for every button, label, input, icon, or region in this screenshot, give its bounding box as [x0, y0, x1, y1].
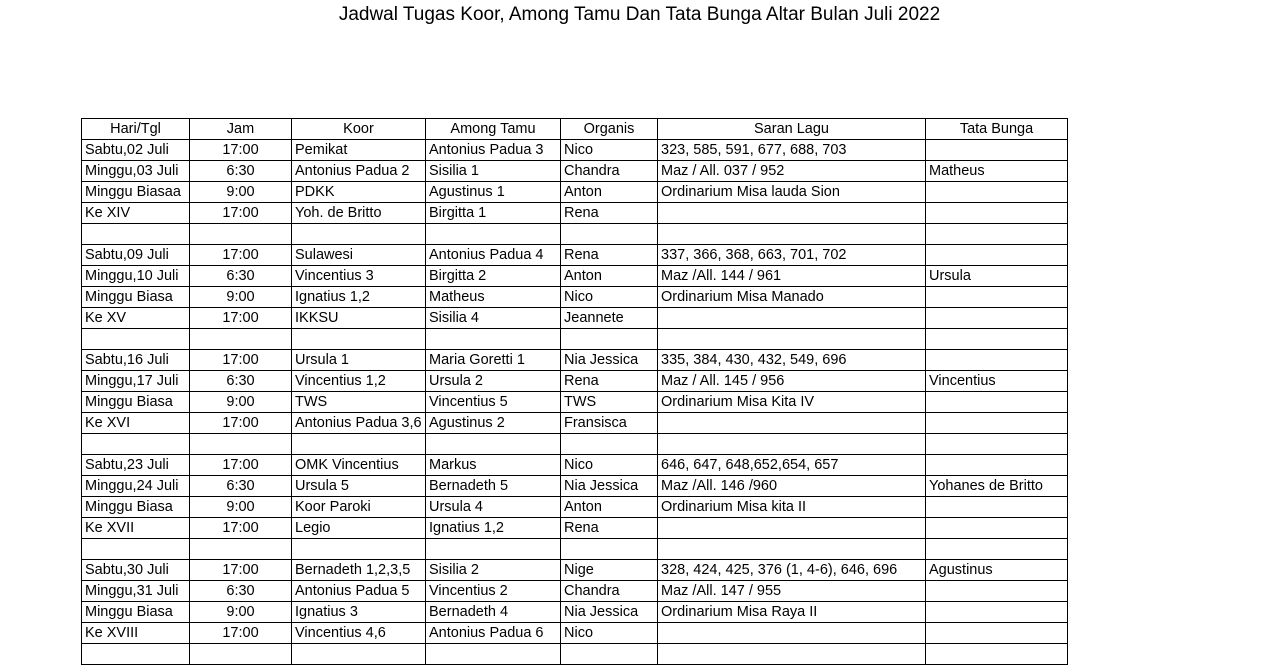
- cell-hari-tgl: Minggu Biasa: [82, 497, 190, 518]
- cell-tata-bunga: [926, 434, 1068, 455]
- cell-tata-bunga: [926, 644, 1068, 665]
- cell-saran-lagu: Ordinarium Misa Raya II: [658, 602, 926, 623]
- cell-among-tamu: Ursula 4: [426, 497, 561, 518]
- cell-koor: Ursula 1: [292, 350, 426, 371]
- table-row: [82, 287, 1068, 308]
- cell-among-tamu: Bernadeth 5: [426, 476, 561, 497]
- cell-koor: Vincentius 1,2: [292, 371, 426, 392]
- cell-hari-tgl: Ke XVIII: [82, 623, 190, 644]
- cell-koor: [292, 329, 426, 350]
- cell-among-tamu: Bernadeth 4: [426, 602, 561, 623]
- cell-koor: Legio: [292, 518, 426, 539]
- table-row: [82, 308, 1068, 329]
- table-row: [82, 455, 1068, 476]
- cell-jam: 6:30: [190, 266, 292, 287]
- cell-tata-bunga: [926, 203, 1068, 224]
- cell-jam: 6:30: [190, 161, 292, 182]
- cell-jam: 9:00: [190, 392, 292, 413]
- cell-jam: [190, 644, 292, 665]
- cell-tata-bunga: Vincentius: [926, 371, 1068, 392]
- schedule-table: [81, 118, 1068, 665]
- cell-tata-bunga: [926, 182, 1068, 203]
- cell-koor: [292, 224, 426, 245]
- cell-among-tamu: Sisilia 4: [426, 308, 561, 329]
- cell-organis: [561, 539, 658, 560]
- table-row: [82, 518, 1068, 539]
- cell-among-tamu: Sisilia 2: [426, 560, 561, 581]
- cell-jam: [190, 224, 292, 245]
- cell-tata-bunga: [926, 224, 1068, 245]
- cell-hari-tgl: Minggu,31 Juli: [82, 581, 190, 602]
- cell-tata-bunga: [926, 413, 1068, 434]
- cell-jam: 17:00: [190, 560, 292, 581]
- table-row: [82, 602, 1068, 623]
- cell-jam: [190, 434, 292, 455]
- cell-saran-lagu: [658, 413, 926, 434]
- cell-organis: Chandra: [561, 161, 658, 182]
- cell-jam: [190, 329, 292, 350]
- cell-among-tamu: Matheus: [426, 287, 561, 308]
- table-row: [82, 245, 1068, 266]
- cell-organis: Nia Jessica: [561, 350, 658, 371]
- column-header-among-tamu: Among Tamu: [426, 119, 561, 140]
- cell-koor: Antonius Padua 5: [292, 581, 426, 602]
- cell-saran-lagu: [658, 518, 926, 539]
- cell-jam: 6:30: [190, 476, 292, 497]
- cell-hari-tgl: Minggu Biasa: [82, 392, 190, 413]
- cell-among-tamu: Antonius Padua 3: [426, 140, 561, 161]
- cell-saran-lagu: Ordinarium Misa Manado: [658, 287, 926, 308]
- cell-organis: Nico: [561, 287, 658, 308]
- cell-organis: Rena: [561, 203, 658, 224]
- cell-among-tamu: Birgitta 2: [426, 266, 561, 287]
- cell-koor: TWS: [292, 392, 426, 413]
- cell-koor: Ursula 5: [292, 476, 426, 497]
- cell-saran-lagu: [658, 644, 926, 665]
- cell-saran-lagu: Ordinarium Misa Kita IV: [658, 392, 926, 413]
- cell-jam: 17:00: [190, 455, 292, 476]
- cell-koor: Koor Paroki: [292, 497, 426, 518]
- cell-tata-bunga: [926, 287, 1068, 308]
- cell-koor: Yoh. de Britto: [292, 203, 426, 224]
- cell-jam: 17:00: [190, 140, 292, 161]
- cell-saran-lagu: Maz / All. 037 / 952: [658, 161, 926, 182]
- cell-koor: Ignatius 3: [292, 602, 426, 623]
- cell-jam: 17:00: [190, 350, 292, 371]
- cell-hari-tgl: Minggu Biasaa: [82, 182, 190, 203]
- cell-jam: 17:00: [190, 308, 292, 329]
- cell-organis: Jeannete: [561, 308, 658, 329]
- cell-among-tamu: [426, 224, 561, 245]
- cell-hari-tgl: [82, 329, 190, 350]
- cell-among-tamu: Antonius Padua 4: [426, 245, 561, 266]
- table-row: [82, 497, 1068, 518]
- cell-among-tamu: Ignatius 1,2: [426, 518, 561, 539]
- cell-tata-bunga: [926, 602, 1068, 623]
- table-row: [82, 623, 1068, 644]
- cell-jam: 17:00: [190, 518, 292, 539]
- table-row: [82, 350, 1068, 371]
- cell-koor: Pemikat: [292, 140, 426, 161]
- document-title: Jadwal Tugas Koor, Among Tamu Dan Tata Bunga Altar Bulan Juli 2022: [338, 4, 941, 25]
- cell-among-tamu: Vincentius 5: [426, 392, 561, 413]
- cell-saran-lagu: Ordinarium Misa lauda Sion: [658, 182, 926, 203]
- cell-among-tamu: Vincentius 2: [426, 581, 561, 602]
- cell-hari-tgl: Ke XIV: [82, 203, 190, 224]
- table-row: [82, 182, 1068, 203]
- table-row: [82, 413, 1068, 434]
- cell-saran-lagu: [658, 308, 926, 329]
- cell-hari-tgl: Sabtu,30 Juli: [82, 560, 190, 581]
- cell-hari-tgl: Sabtu,09 Juli: [82, 245, 190, 266]
- cell-hari-tgl: Ke XVII: [82, 518, 190, 539]
- table-row: [82, 203, 1068, 224]
- cell-among-tamu: Maria Goretti 1: [426, 350, 561, 371]
- cell-tata-bunga: [926, 245, 1068, 266]
- cell-tata-bunga: Yohanes de Britto: [926, 476, 1068, 497]
- cell-organis: Anton: [561, 497, 658, 518]
- cell-organis: Rena: [561, 518, 658, 539]
- cell-organis: [561, 329, 658, 350]
- cell-jam: 17:00: [190, 245, 292, 266]
- table-row: [82, 476, 1068, 497]
- cell-saran-lagu: [658, 203, 926, 224]
- cell-organis: TWS: [561, 392, 658, 413]
- cell-saran-lagu: Ordinarium Misa kita II: [658, 497, 926, 518]
- cell-jam: [190, 539, 292, 560]
- cell-jam: 9:00: [190, 287, 292, 308]
- cell-koor: Vincentius 3: [292, 266, 426, 287]
- cell-jam: 9:00: [190, 602, 292, 623]
- cell-koor: [292, 644, 426, 665]
- cell-saran-lagu: 646, 647, 648,652,654, 657: [658, 455, 926, 476]
- cell-hari-tgl: Minggu,17 Juli: [82, 371, 190, 392]
- table-row: [82, 644, 1068, 665]
- cell-koor: PDKK: [292, 182, 426, 203]
- column-header-organis: Organis: [561, 119, 658, 140]
- cell-among-tamu: Agustinus 2: [426, 413, 561, 434]
- cell-hari-tgl: Minggu Biasa: [82, 602, 190, 623]
- cell-tata-bunga: [926, 308, 1068, 329]
- cell-saran-lagu: [658, 434, 926, 455]
- cell-koor: Ignatius 1,2: [292, 287, 426, 308]
- cell-hari-tgl: [82, 644, 190, 665]
- cell-jam: 9:00: [190, 182, 292, 203]
- cell-among-tamu: Birgitta 1: [426, 203, 561, 224]
- cell-organis: Chandra: [561, 581, 658, 602]
- cell-saran-lagu: Maz / All. 145 / 956: [658, 371, 926, 392]
- cell-organis: Nia Jessica: [561, 602, 658, 623]
- cell-jam: 6:30: [190, 371, 292, 392]
- cell-saran-lagu: Maz /All. 144 / 961: [658, 266, 926, 287]
- cell-among-tamu: Ursula 2: [426, 371, 561, 392]
- table-row: [82, 560, 1068, 581]
- cell-koor: Sulawesi: [292, 245, 426, 266]
- table-row: [82, 140, 1068, 161]
- cell-hari-tgl: Minggu,03 Juli: [82, 161, 190, 182]
- cell-saran-lagu: [658, 224, 926, 245]
- cell-saran-lagu: 335, 384, 430, 432, 549, 696: [658, 350, 926, 371]
- cell-saran-lagu: [658, 623, 926, 644]
- cell-organis: Rena: [561, 245, 658, 266]
- table-row: [82, 581, 1068, 602]
- cell-among-tamu: [426, 329, 561, 350]
- cell-saran-lagu: [658, 329, 926, 350]
- cell-organis: Rena: [561, 371, 658, 392]
- cell-hari-tgl: Minggu Biasa: [82, 287, 190, 308]
- cell-hari-tgl: Sabtu,16 Juli: [82, 350, 190, 371]
- cell-saran-lagu: Maz /All. 147 / 955: [658, 581, 926, 602]
- cell-tata-bunga: [926, 455, 1068, 476]
- cell-jam: 9:00: [190, 497, 292, 518]
- cell-hari-tgl: Ke XVI: [82, 413, 190, 434]
- cell-organis: Anton: [561, 182, 658, 203]
- cell-koor: Antonius Padua 3,6: [292, 413, 426, 434]
- cell-koor: [292, 434, 426, 455]
- cell-organis: Nico: [561, 623, 658, 644]
- cell-jam: 6:30: [190, 581, 292, 602]
- column-header-tata-bunga: Tata Bunga: [926, 119, 1068, 140]
- cell-organis: [561, 224, 658, 245]
- cell-hari-tgl: [82, 539, 190, 560]
- cell-jam: 17:00: [190, 413, 292, 434]
- cell-among-tamu: Markus: [426, 455, 561, 476]
- cell-hari-tgl: Sabtu,02 Juli: [82, 140, 190, 161]
- cell-tata-bunga: [926, 518, 1068, 539]
- cell-among-tamu: Sisilia 1: [426, 161, 561, 182]
- cell-koor: Bernadeth 1,2,3,5: [292, 560, 426, 581]
- cell-koor: [292, 539, 426, 560]
- cell-organis: Nige: [561, 560, 658, 581]
- cell-tata-bunga: Agustinus: [926, 560, 1068, 581]
- table-row: [82, 329, 1068, 350]
- cell-tata-bunga: [926, 329, 1068, 350]
- cell-tata-bunga: [926, 497, 1068, 518]
- cell-tata-bunga: [926, 350, 1068, 371]
- cell-organis: Nico: [561, 140, 658, 161]
- cell-hari-tgl: Minggu,24 Juli: [82, 476, 190, 497]
- cell-organis: Fransisca: [561, 413, 658, 434]
- cell-hari-tgl: [82, 224, 190, 245]
- cell-among-tamu: [426, 644, 561, 665]
- cell-saran-lagu: 337, 366, 368, 663, 701, 702: [658, 245, 926, 266]
- cell-tata-bunga: [926, 623, 1068, 644]
- cell-among-tamu: Agustinus 1: [426, 182, 561, 203]
- header-row: [82, 119, 1068, 140]
- column-header-saran-lagu: Saran Lagu: [658, 119, 926, 140]
- cell-hari-tgl: [82, 434, 190, 455]
- cell-hari-tgl: Ke XV: [82, 308, 190, 329]
- cell-koor: Vincentius 4,6: [292, 623, 426, 644]
- cell-organis: Nico: [561, 455, 658, 476]
- cell-jam: 17:00: [190, 203, 292, 224]
- table-row: [82, 161, 1068, 182]
- cell-among-tamu: [426, 539, 561, 560]
- table-row: [82, 434, 1068, 455]
- cell-tata-bunga: [926, 392, 1068, 413]
- cell-tata-bunga: [926, 581, 1068, 602]
- cell-organis: [561, 644, 658, 665]
- cell-koor: Antonius Padua 2: [292, 161, 426, 182]
- cell-saran-lagu: Maz /All. 146 /960: [658, 476, 926, 497]
- cell-tata-bunga: [926, 140, 1068, 161]
- cell-hari-tgl: Minggu,10 Juli: [82, 266, 190, 287]
- cell-among-tamu: Antonius Padua 6: [426, 623, 561, 644]
- cell-jam: 17:00: [190, 623, 292, 644]
- cell-organis: Anton: [561, 266, 658, 287]
- cell-organis: Nia Jessica: [561, 476, 658, 497]
- cell-tata-bunga: [926, 539, 1068, 560]
- cell-tata-bunga: Ursula: [926, 266, 1068, 287]
- schedule-body: [82, 140, 1068, 665]
- cell-koor: OMK Vincentius: [292, 455, 426, 476]
- cell-organis: [561, 434, 658, 455]
- cell-hari-tgl: Sabtu,23 Juli: [82, 455, 190, 476]
- table-row: [82, 539, 1068, 560]
- cell-koor: IKKSU: [292, 308, 426, 329]
- cell-saran-lagu: 328, 424, 425, 376 (1, 4-6), 646, 696: [658, 560, 926, 581]
- table-row: [82, 224, 1068, 245]
- column-header-jam: Jam: [190, 119, 292, 140]
- table-row: [82, 371, 1068, 392]
- cell-tata-bunga: Matheus: [926, 161, 1068, 182]
- table-row: [82, 392, 1068, 413]
- table-row: [82, 266, 1068, 287]
- column-header-koor: Koor: [292, 119, 426, 140]
- cell-saran-lagu: 323, 585, 591, 677, 688, 703: [658, 140, 926, 161]
- cell-saran-lagu: [658, 539, 926, 560]
- cell-among-tamu: [426, 434, 561, 455]
- column-header-hari-tgl: Hari/Tgl: [82, 119, 190, 140]
